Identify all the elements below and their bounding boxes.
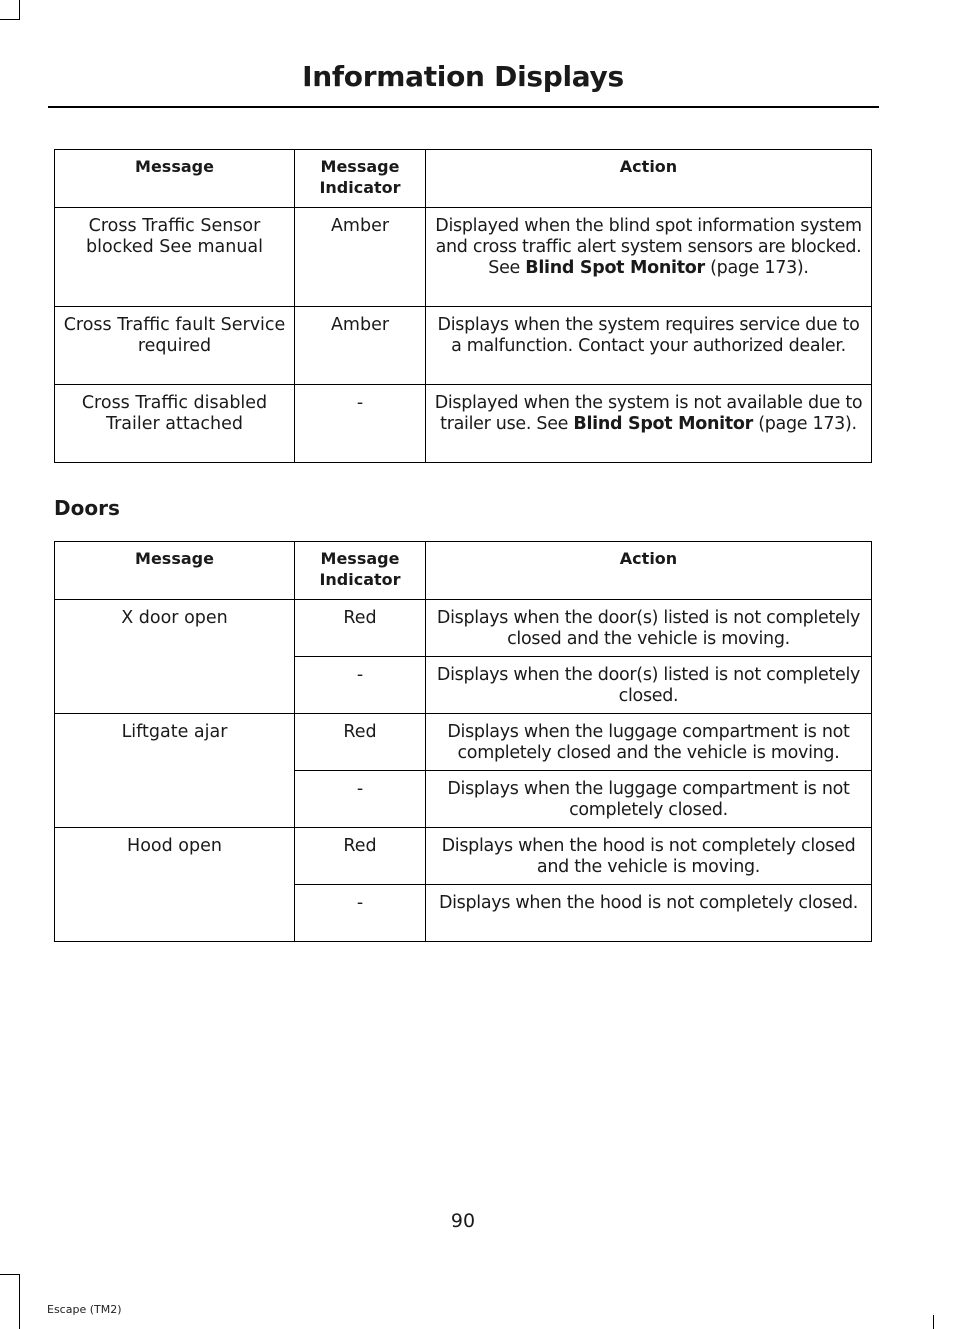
doors-table: [54, 541, 872, 942]
action-cell: Displays when the hood is not completely closed and the vehicle is moving.: [426, 828, 872, 885]
header-message: Message: [55, 542, 295, 600]
footer-model: Escape (TM2): [47, 1303, 122, 1316]
crop-mark: [0, 19, 20, 20]
message-cell: Liftgate ajar: [55, 714, 295, 828]
action-text: Displayed when the system is not available due to trailer use. See: [434, 393, 863, 434]
header-action: Action: [426, 150, 872, 208]
crop-mark: [0, 1274, 20, 1275]
indicator-cell: -: [295, 771, 426, 828]
header-action: Action: [426, 542, 872, 600]
table-row: [55, 828, 872, 885]
message-cell: Cross Traffic fault Service required: [55, 307, 295, 385]
table-row: [55, 385, 872, 463]
action-cell: Displays when the hood is not completely closed.: [426, 885, 872, 942]
action-cell: [426, 208, 872, 307]
table-header-row: [55, 150, 872, 208]
table-row: [55, 307, 872, 385]
indicator-cell: Red: [295, 828, 426, 885]
cross-reference-link: Blind Spot Monitor: [573, 414, 753, 434]
action-cell: Displays when the luggage compartment is not completely closed.: [426, 771, 872, 828]
action-cell: [426, 385, 872, 463]
table-row: [55, 600, 872, 657]
message-cell: Hood open: [55, 828, 295, 942]
table-row: [55, 714, 872, 771]
message-cell: Cross Traffic disabled Trailer attached: [55, 385, 295, 463]
action-text: (page 173).: [752, 414, 857, 434]
crop-mark: [19, 0, 20, 20]
page-number: 90: [450, 1210, 476, 1232]
header-message: Message: [55, 150, 295, 208]
action-cell: Displays when the door(s) listed is not completely closed and the vehicle is moving.: [426, 600, 872, 657]
indicator-cell: Amber: [295, 307, 426, 385]
crop-mark: [19, 1274, 20, 1329]
action-text: Displayed when the blind spot information system and cross traffic alert system sensors are blocked. See: [435, 216, 862, 278]
table-row: [55, 208, 872, 307]
action-cell: Displays when the luggage compartment is not completely closed and the vehicle is moving.: [426, 714, 872, 771]
crop-mark: [933, 1315, 934, 1329]
indicator-cell: Red: [295, 714, 426, 771]
indicator-cell: Amber: [295, 208, 426, 307]
action-cell: Displays when the door(s) listed is not completely closed.: [426, 657, 872, 714]
message-cell: X door open: [55, 600, 295, 714]
page-title: Information Displays: [302, 60, 624, 93]
indicator-cell: -: [295, 385, 426, 463]
message-cell: Cross Traffic Sensor blocked See manual: [55, 208, 295, 307]
indicator-cell: Red: [295, 600, 426, 657]
section-heading-doors: Doors: [54, 496, 120, 520]
indicator-cell: -: [295, 885, 426, 942]
header-indicator: Message Indicator: [295, 150, 426, 208]
indicator-cell: -: [295, 657, 426, 714]
action-text: (page 173).: [704, 258, 809, 278]
cross-reference-link: Blind Spot Monitor: [525, 258, 705, 278]
action-cell: Displays when the system requires service due to a malfunction. Contact your authorized dealer.: [426, 307, 872, 385]
cross-traffic-table: [54, 149, 872, 463]
title-rule: [48, 106, 879, 108]
table-header-row: [55, 542, 872, 600]
header-indicator: Message Indicator: [295, 542, 426, 600]
